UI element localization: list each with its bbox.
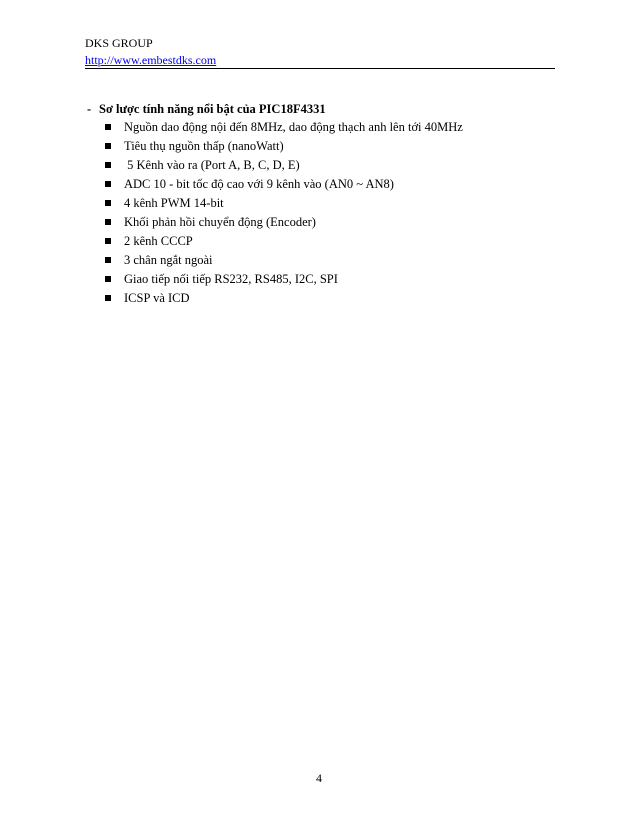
list-item [87,137,557,156]
list-item-text: 5 Kênh vào ra (Port A, B, C, D, E) [124,158,300,172]
list-item [87,194,557,213]
page-header [85,36,555,69]
list-item [87,156,557,175]
square-bullet-icon [105,124,111,130]
list-item-text: ADC 10 - bit tốc độ cao với 9 kênh vào (AN0 ~ AN8) [124,177,394,191]
square-bullet-icon [105,295,111,301]
list-item [87,232,557,251]
square-bullet-icon [105,257,111,263]
list-item [87,251,557,270]
list-item [87,289,557,308]
list-item-text: 3 chân ngắt ngoài [124,253,213,267]
section-heading [87,101,557,118]
square-bullet-icon [105,276,111,282]
heading-dash: - [87,102,92,116]
list-item-text: 4 kênh PWM 14-bit [124,196,224,210]
square-bullet-icon [105,181,111,187]
company-name: DKS GROUP [85,36,153,50]
heading-text: Sơ lược tính năng nổi bật của PIC18F4331 [99,102,326,116]
list-item-text: 2 kênh CCCP [124,234,193,248]
square-bullet-icon [105,219,111,225]
list-item-text: Khối phản hồi chuyển động (Encoder) [124,215,316,229]
square-bullet-icon [105,238,111,244]
list-item-text: Nguồn dao động nội đến 8MHz, dao động thạch anh lên tới 40MHz [124,120,463,134]
header-divider [85,68,555,69]
features-section [87,101,557,308]
list-item-text: ICSP và ICD [124,291,190,305]
square-bullet-icon [105,143,111,149]
list-item-text: Tiêu thụ nguồn thấp (nanoWatt) [124,139,284,153]
list-item-text: Giao tiếp nối tiếp RS232, RS485, I2C, SPI [124,272,338,286]
list-item [87,270,557,289]
list-item [87,118,557,137]
feature-list [87,118,557,308]
list-item [87,213,557,232]
square-bullet-icon [105,200,111,206]
website-link[interactable]: http://www.embestdks.com [85,53,217,67]
page-number: 4 [316,771,322,785]
list-item [87,175,557,194]
square-bullet-icon [105,162,111,168]
